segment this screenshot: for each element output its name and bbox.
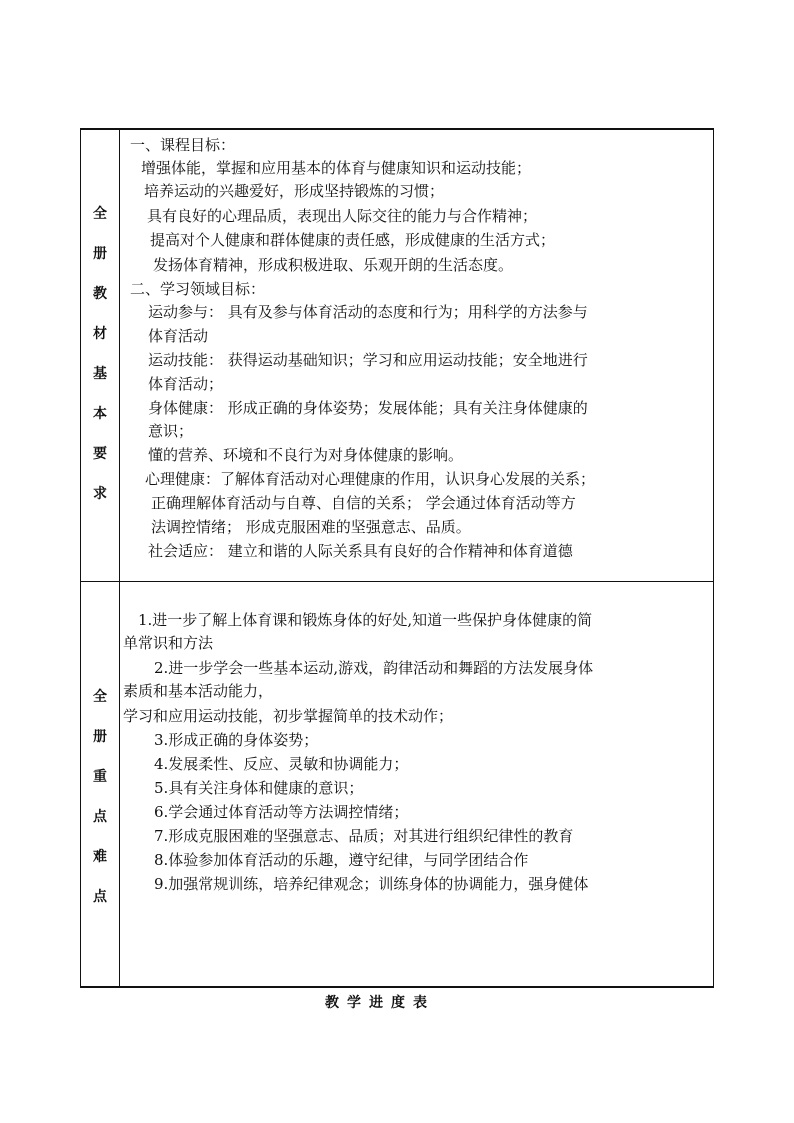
label-char: 教 [93,286,107,302]
label-char: 要 [93,446,107,462]
label-char: 点 [93,889,107,905]
text-line: 具有良好的心理品质，表现出人际交往的能力与合作精神； [147,207,538,225]
text-line: 1.进一步了解上体育课和锻炼身体的好处,知道一些保护身体健康的简 [138,611,593,629]
label-char: 求 [93,486,107,502]
label-cell-key-points [81,582,120,986]
text-line: 8.体验参加体育活动的乐趣，遵守纪律，与同学团结合作 [154,851,529,869]
label-char: 点 [93,809,107,825]
label-char: 册 [93,729,107,745]
text-line: 单常识和方法 [123,634,214,652]
text-line: 3.形成正确的身体姿势； [154,731,319,749]
label-char: 基 [93,366,107,382]
text-line: 7.形成克服困难的坚强意志、品质；对其进行组织纪律性的教育 [154,827,574,845]
content-cell-key-points [120,582,713,986]
text-line: 增强体能，掌握和应用基本的体育与健康知识和运动技能； [141,159,532,177]
text-line: 懂的营养、环境和不良行为对身体健康的影响。 [148,446,464,464]
text-line: 二、学习领域目标： [130,280,266,298]
text-line: 心理健康：了解体育活动对心理健康的作用，认识身心发展的关系； [145,470,596,488]
label-char: 本 [93,406,107,422]
text-line: 体育活动 [148,327,209,345]
text-line: 5.具有关注身体和健康的意识； [154,779,364,797]
text-line: 4.发展柔性、反应、灵敏和协调能力； [154,755,409,773]
row-textbook-requirements [81,130,713,582]
row-key-difficult-points [81,582,713,986]
text-line: 法调控情绪； 形成克服困难的坚强意志、品质。 [151,518,471,536]
schedule-title: 教学进度表 [325,995,435,1011]
text-line: 9.加强常规训练，培养纪律观念；训练身体的协调能力，强身健体 [154,875,589,893]
label-char: 全 [93,689,107,705]
text-line: 意识； [148,422,194,440]
text-line: 运动参与： 具有及参与体育活动的态度和行为；用科学的方法参与 [148,303,588,321]
text-line: 体育活动； [148,375,224,393]
text-line: 运动技能： 获得运动基础知识；学习和应用运动技能；安全地进行 [148,351,588,369]
text-line: 一、课程目标： [130,136,236,154]
text-line: 正确理解体育活动与自尊、自信的关系； 学会通过体育活动等方 [151,494,576,512]
text-line: 素质和基本活动能力， [123,682,274,700]
text-line: 提高对个人健康和群体健康的责任感，形成健康的生活方式； [150,231,556,249]
text-line: 发扬体育精神，形成积极进取、乐观开朗的生活态度。 [153,256,514,274]
text-line: 培养运动的兴趣爱好，形成坚持锻炼的习惯； [144,182,445,200]
requirements-table [80,128,714,988]
label-char: 册 [93,246,107,262]
label-cell-requirements [81,130,120,581]
label-char: 难 [93,849,107,865]
text-line: 身体健康： 形成正确的身体姿势；发展体能；具有关注身体健康的 [148,399,588,417]
text-line: 社会适应： 建立和谐的人际关系具有良好的合作精神和体育道德 [148,542,573,560]
text-line: 学习和应用运动技能，初步掌握简单的技术动作； [123,707,454,725]
label-char: 材 [93,326,107,342]
content-cell-requirements [120,130,713,581]
label-char: 全 [93,206,107,222]
label-char: 重 [93,769,107,785]
text-line: 6.学会通过体育活动等方法调控情绪； [154,803,409,821]
text-line: 2.进一步学会一些基本运动,游戏，韵律活动和舞蹈的方法发展身体 [154,659,594,677]
